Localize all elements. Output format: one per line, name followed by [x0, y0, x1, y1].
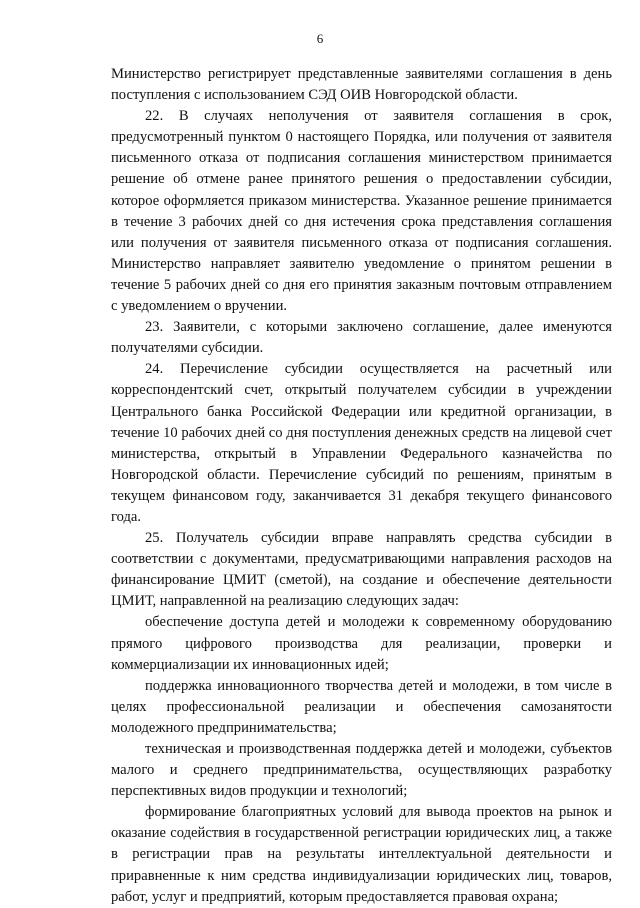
paragraph-23: 23. Заявители, с которыми заключено соглашение, далее именуются получателями субсидии.	[111, 319, 612, 357]
task-item-innovation-support: поддержка инновационного творчества детей и молодежи, в том числе в целях профессиональной реализации и обеспечения самозанятости молодежного предпринимательства;	[111, 677, 612, 736]
paragraph-22: 22. В случаях неполучения от заявителя соглашения в срок, предусмотренный пунктом 0 настоящего Порядка, или получения от заявителя письменного отказа от подписания соглашения министерством принимается решение об отмене ранее принятого решения о предоставлении субсидии, которое оформляется приказом министерства. Указанное решение принимается в течение 3 рабочих дней со дня истечения срока представления соглашения или получения от заявителя письменного отказа от подписания соглашения. Министерство направляет заявителю уведомление о принятом решении в течение 5 рабочих дней со дня его принятия заказным почтовым отправлением с уведомлением о вручении.	[111, 108, 612, 315]
paragraph-continuation: Министерство регистрирует представленные заявителями соглашения в день поступления с использованием СЭД ОИВ Новгородской области.	[111, 66, 612, 104]
page-number: 6	[316, 31, 324, 46]
paragraph-25: 25. Получатель субсидии вправе направлять средства субсидии в соответствии с документами, предусматривающими направления расходов на финансирование ЦМИТ (сметой), на создание и обеспечение деятельности ЦМИТ, направленной на реализацию следующих задач:	[111, 530, 612, 610]
task-item-technical-support: техническая и производственная поддержка детей и молодежи, субъектов малого и среднего предпринимательства, осуществляющих разработку перспективных видов продукции и технологий;	[111, 741, 612, 800]
paragraph-24: 24. Перечисление субсидии осуществляется на расчетный или корреспондентский счет, открытый получателем субсидии в учреждении Центрального банка Российской Федерации или кредитной организации, в течение 10 рабочих дней со дня поступления денежных средств на лицевой счет министерства, открытый в Управлении Федерального казначейства по Новгородской области. Перечисление субсидий по решениям, принятым в текущем финансовом году, заканчивается 31 декабря текущего финансового года.	[111, 361, 612, 525]
task-item-market-conditions: формирование благоприятных условий для вывода проектов на рынок и оказание содействия в государственной регистрации юридических лиц, а также в регистрации прав на результаты интеллектуальной деятельности и приравненные к ним средства индивидуализации юридических лиц, товаров, работ, услуг и предприятий, которым предоставляется правовая охрана;	[111, 804, 612, 905]
task-item-equipment-access: обеспечение доступа детей и молодежи к современному оборудованию прямого цифрового производства для реализации, проверки и коммерциализации их инновационных идей;	[111, 614, 612, 673]
document-body	[111, 64, 612, 908]
